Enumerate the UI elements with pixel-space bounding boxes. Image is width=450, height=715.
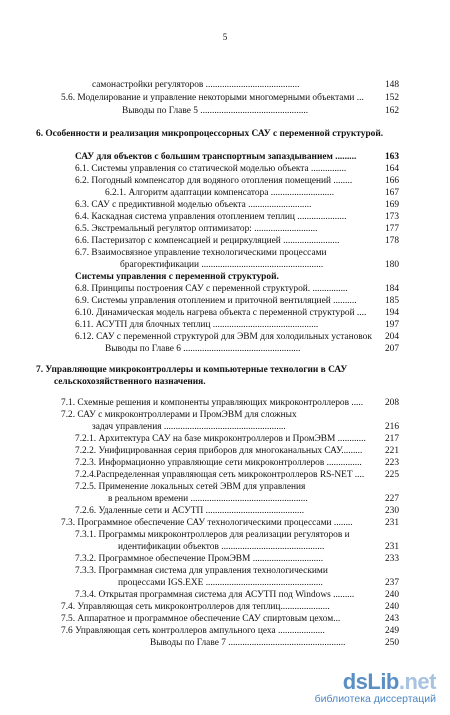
toc-entry-text: 7.2.4.Распределенная управляющая сеть микроконтроллеров RS-NET .... [75, 470, 365, 480]
logo-main-text: dsLib [342, 669, 399, 694]
toc-entry-page: 230 [384, 506, 399, 516]
toc-entry-text: брагоректификации .................................................... [120, 260, 324, 270]
toc-entry-page: 197 [384, 320, 399, 330]
toc-entry-page: 243 [384, 614, 399, 624]
toc-entry-text: процессами IGS.EXE .................................................. [118, 578, 323, 588]
toc-entry-page: 163 [384, 152, 399, 162]
toc-entry-text: 6.8. Принципы построения САУ с переменной структурой. ............... [75, 284, 348, 294]
toc-entry-page: 178 [384, 236, 399, 246]
toc-entry-page: 167 [384, 188, 399, 198]
toc-section-heading: САУ для объектов с большим транспортным запаздыванием ......... [75, 152, 357, 162]
toc-entry-text: 7.2. САУ с микроконтроллерами и ПромЭВМ для сложных [61, 410, 297, 420]
toc-entry-page: 223 [384, 458, 399, 468]
toc-entry-page: 240 [384, 590, 399, 600]
logo-tld-text: .net [398, 669, 436, 694]
toc-entry-page: 233 [384, 554, 399, 564]
toc-chapter-heading: 6. Особенности и реализация микропроцессорных САУ с переменной структурой. [36, 129, 384, 139]
toc-entry-page: 177 [384, 224, 399, 234]
dslib-watermark [315, 671, 436, 705]
page-number: 5 [222, 32, 228, 42]
toc-entry-text: 7.3.1. Программы микроконтроллеров для реализации регуляторов и [75, 530, 350, 540]
toc-entry-text: 6.10. Динамическая модель нагрева объекта с переменной структурой .... [75, 308, 367, 318]
toc-entry-page: 173 [384, 212, 399, 222]
toc-entry-text: 6.1. Системы управления со статической моделью объекта ............... [75, 164, 347, 174]
toc-entry-text: 7.3.2. Программное обеспечение ПромЭВМ .............................. [75, 554, 324, 564]
toc-entry-page: 207 [384, 344, 399, 354]
toc-entry-page: 250 [384, 638, 399, 648]
toc-entry-text: 7.3. Программное обеспечение САУ технологическими процессами ........ [61, 518, 353, 528]
toc-entry-text: 7.2.2. Унифицированная серия приборов для многоканальных САУ......... [75, 446, 363, 456]
toc-entry-text: 6.7. Взаимосвязное управление технологическими процессами [75, 248, 327, 258]
toc-entry-text: Выводы по Главе 6 .................................................. [105, 344, 301, 354]
toc-entry-text: 6.5. Экстремальный регулятор оптимизатор: ........................... [75, 224, 318, 234]
toc-entry-text: 6.12. САУ с переменной структурой для ЭВМ для холодильных установок [75, 332, 372, 342]
toc-entry-text: 7.6 Управляющая сеть контроллеров ампульного цеха .................... [61, 626, 325, 636]
toc-entry-page: 204 [384, 332, 399, 342]
toc-entry-text: 6.2. Погодный компенсатор для водяного отопления помещений ........ [75, 176, 353, 186]
toc-entry-page: 180 [384, 260, 399, 270]
toc-entry-page: 227 [384, 494, 399, 504]
toc-chapter-heading: сельскохозяйственного назначения. [54, 377, 206, 387]
watermark-subtitle: библиотека диссертаций [314, 693, 436, 705]
toc-entry-page: 208 [384, 398, 399, 408]
toc-entry-text: 6.2.1. Алгоритм адаптации компенсатора ........................... [105, 188, 335, 198]
toc-entry-text: 7.4. Управляющая сеть микроконтроллеров для теплиц..................... [61, 602, 330, 612]
toc-entry-text: 6.4. Каскадная система управления отоплением теплиц ..................... [75, 212, 347, 222]
toc-entry-text: задач управления .................................................... [92, 422, 286, 432]
toc-entry-page: 164 [384, 164, 399, 174]
toc-entry-page: 166 [384, 176, 399, 186]
toc-entry-text: 7.2.3. Информационно управляющие сети микроконтроллеров ............... [75, 458, 362, 468]
toc-entry-page: 231 [384, 518, 399, 528]
toc-entry-text: 7.1. Схемные решения и компоненты управляющих микроконтроллеров ..... [61, 398, 364, 408]
toc-entry-text: 7.3.3. Программная система для управления технологическими [75, 566, 328, 576]
toc-section-heading: Системы управления с переменной структурой. [75, 272, 279, 282]
toc-entry-text: Выводы по Главе 5 .............................................. [122, 106, 309, 116]
toc-entry-page: 148 [384, 80, 399, 90]
toc-entry-text: 7.3.4. Открытая программная система для АСУТП под Windows ......... [75, 590, 355, 600]
toc-entry-text: Выводы по Главе 7 .................................................. [150, 638, 346, 648]
toc-entry-page: 249 [384, 626, 399, 636]
toc-entry-text: 6.11. АСУТП для блочных теплиц ............................................. [75, 320, 319, 330]
toc-entry-text: 6.6. Пастеризатор с компенсацией и рециркуляцией ........................ [75, 236, 340, 246]
toc-entry-text: 6.9. Системы управления отоплением и приточной вентиляцией .......... [75, 296, 357, 306]
toc-entry-page: 194 [384, 308, 399, 318]
toc-entry-text: 7.2.1. Архитектура САУ на базе микроконтроллеров и ПромЭВМ ............ [75, 434, 366, 444]
toc-entry-page: 169 [384, 200, 399, 210]
toc-entry-page: 221 [384, 446, 399, 456]
toc-entry-page: 184 [384, 284, 399, 294]
toc-entry-text: 7.5. Аппаратное и программное обеспечение САУ спиртовым цехом... [61, 614, 341, 624]
toc-entry-text: самонастройки регуляторов ........................................ [92, 80, 300, 90]
toc-entry-page: 240 [384, 602, 399, 612]
toc-entry-page: 237 [384, 578, 399, 588]
toc-entry-page: 231 [384, 542, 399, 552]
toc-chapter-heading: 7. Управляющие микроконтроллеры и компьютерные технологии в САУ [36, 365, 348, 375]
toc-entry-page: 162 [384, 106, 399, 116]
toc-entry-page: 216 [384, 422, 399, 432]
toc-entry-page: 185 [384, 296, 399, 306]
toc-entry-text: в реальном времени .................................................. [108, 494, 308, 504]
toc-entry-text: 5.6. Моделирование и управление некоторыми многомерными объектами ... [61, 93, 364, 103]
toc-entry-text: 6.3. САУ с предиктивной моделью объекта ........................... [75, 200, 312, 210]
toc-entry-page: 152 [384, 93, 399, 103]
toc-entry-page: 225 [384, 470, 399, 480]
toc-entry-text: 7.2.5. Применение локальных сетей ЭВМ для управления [75, 482, 306, 492]
dslib-logo [315, 671, 436, 693]
toc-entry-page: 217 [384, 434, 399, 444]
toc-entry-text: идентификации объектов ............................................ [118, 542, 325, 552]
toc-entry-text: 7.2.6. Удаленные сети и АСУТП .......................................... [75, 506, 305, 516]
